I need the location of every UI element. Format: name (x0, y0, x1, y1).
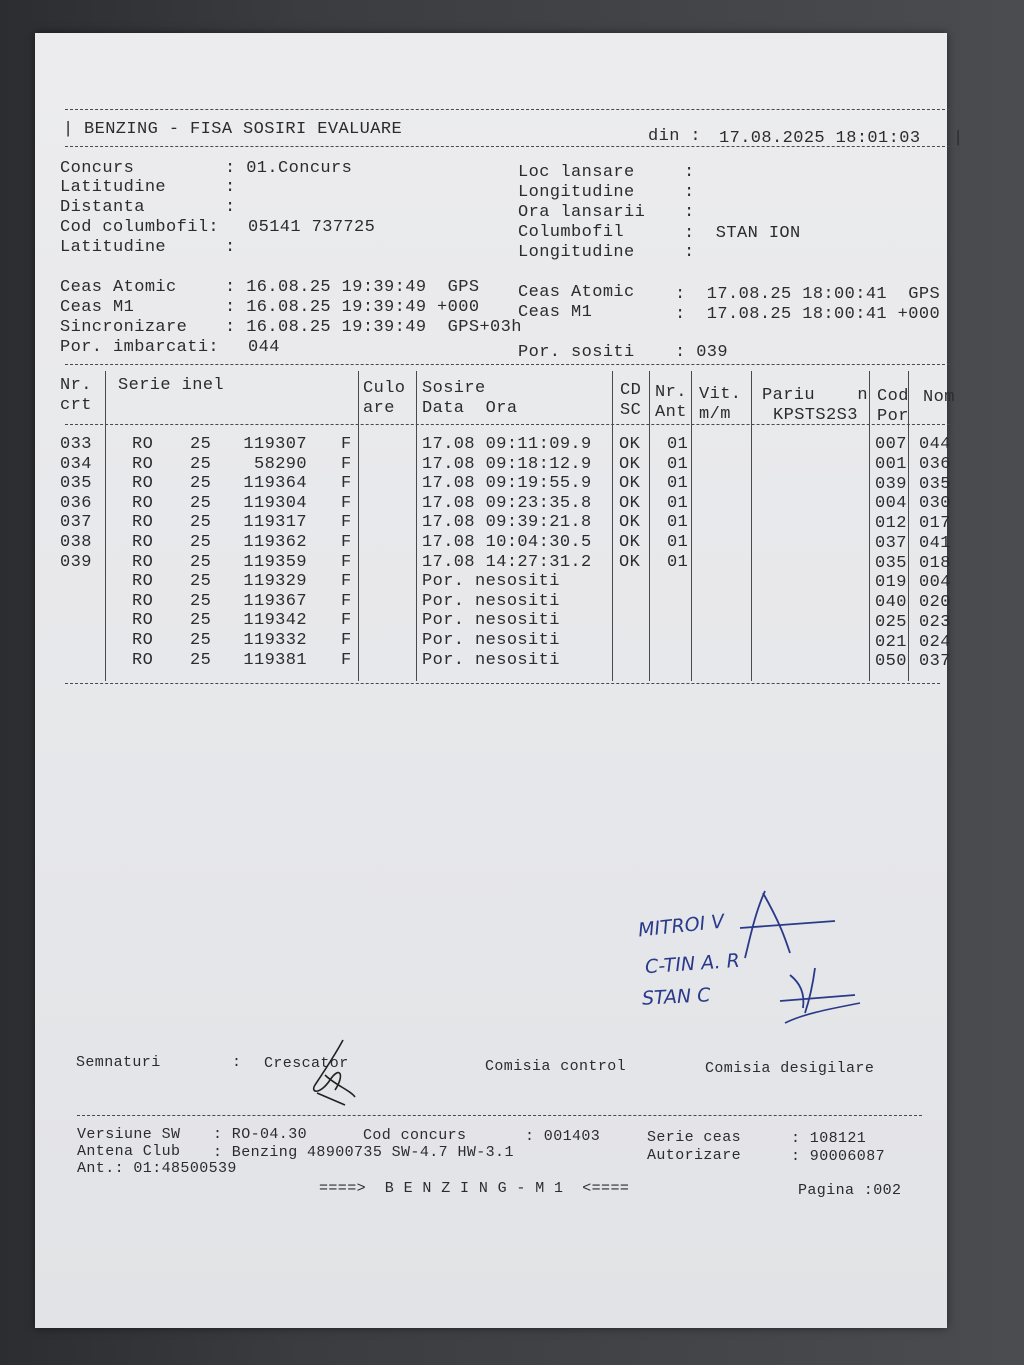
info-columbofil-label: Columbofil (518, 223, 625, 242)
ant-number: Ant.: 01:48500539 (77, 1160, 237, 1177)
serie-ceas-value: : 108121 (791, 1130, 867, 1147)
cell-ant: 01 (667, 474, 689, 494)
cell-sosire: 17.08 14:27:31.2 (422, 552, 592, 572)
info-latitudine2-value: : (225, 238, 236, 257)
cell-an: 25 (190, 611, 212, 631)
th-por: Por (877, 407, 909, 426)
antena-label: Antena Club (77, 1143, 181, 1160)
info-concurs-label: Concurs (60, 159, 135, 178)
cell-sosire: Por. nesositi (422, 572, 560, 592)
clock-atomic-right-value: : 17.08.25 18:00:41 GPS (675, 285, 941, 304)
cell-tara: RO (132, 552, 154, 572)
info-latitudine-value: : (225, 178, 236, 197)
cell-nom: 020 (919, 593, 951, 612)
cell-sex: F (341, 591, 352, 611)
cell-sex: F (341, 513, 352, 533)
th-mm: m/m (699, 405, 731, 424)
info-concurs-value: : 01.Concurs (225, 159, 353, 178)
cell-tara: RO (132, 493, 154, 513)
cell-cod-por: 004 (875, 494, 907, 514)
cell-cod-por: 012 (875, 514, 907, 533)
cell-an: 25 (190, 493, 212, 513)
clock-sync-label: Sincronizare (60, 318, 188, 337)
cell-sex: F (341, 572, 352, 592)
handwritten-name-1: MITROI V (637, 910, 726, 942)
cell-ant: 01 (667, 552, 689, 572)
cod-concurs-value: : 001403 (525, 1128, 601, 1145)
cell-nr: 037 (60, 513, 92, 533)
col-sep-6 (691, 371, 692, 681)
autorizare-label: Autorizare (647, 1147, 742, 1164)
por-sositi-label: Por. sositi (518, 343, 635, 362)
cell-sosire: Por. nesositi (422, 631, 560, 650)
cell-inel: 119329 (243, 572, 307, 592)
col-sep-2 (358, 371, 359, 681)
cell-tara: RO (132, 454, 154, 474)
cell-tara: RO (132, 474, 154, 494)
info-longitudine2-label: Longitudine (518, 243, 635, 262)
antena-value: : Benzing 48900735 SW-4.7 HW-3.1 (213, 1144, 514, 1161)
serie-ceas-label: Serie ceas (647, 1129, 742, 1146)
cell-cdsc: OK (619, 493, 641, 513)
cell-sex: F (341, 611, 352, 631)
semnaturi-colon: : (232, 1054, 242, 1071)
cell-ant: 01 (667, 513, 689, 533)
cell-sex: F (341, 631, 352, 650)
info-cod-columbofil-value: 05141 737725 (248, 218, 376, 237)
cell-cdsc: OK (619, 533, 641, 552)
cell-cdsc: OK (619, 552, 641, 572)
clock-m1-left-label: Ceas M1 (60, 298, 135, 317)
info-cod-columbofil-label: Cod columbofil: (60, 218, 220, 237)
cell-sosire: 17.08 09:39:21.8 (422, 513, 592, 533)
cell-nom: 044 (919, 435, 951, 454)
cell-ant: 01 (667, 493, 689, 513)
cell-tara: RO (132, 435, 154, 454)
cell-tara: RO (132, 611, 154, 631)
col-sep-4 (612, 371, 613, 681)
th-nr: Nr. (60, 376, 92, 395)
versiune-label: Versiune SW (77, 1126, 181, 1143)
th-are: are (363, 399, 395, 418)
cell-tara: RO (132, 591, 154, 611)
cell-sosire: Por. nesositi (422, 611, 560, 631)
col-sep-3 (416, 371, 417, 681)
report-date-label: din : (648, 127, 702, 146)
cell-an: 25 (190, 435, 212, 454)
th-cd: CD (620, 381, 642, 400)
cell-nr: 039 (60, 552, 92, 572)
header-right-bar: | (953, 129, 964, 148)
cell-sex: F (341, 650, 352, 670)
th-ant: Ant (655, 403, 687, 422)
cell-inel: 119307 (243, 435, 307, 454)
cell-inel: 119364 (243, 474, 307, 494)
handwritten-name-2: C-TIN A. R (644, 949, 741, 979)
cell-an: 25 (190, 552, 212, 572)
cell-cdsc: OK (619, 474, 641, 494)
cell-inel: 119342 (243, 611, 307, 631)
handwritten-signatures-icon (685, 883, 865, 1033)
cell-sosire: Por. nesositi (422, 591, 560, 611)
cell-an: 25 (190, 650, 212, 670)
info-latitudine-label: Latitudine (60, 178, 167, 197)
cell-nr: 038 (60, 533, 92, 552)
cell-tara: RO (132, 650, 154, 670)
clock-m1-right-label: Ceas M1 (518, 303, 593, 322)
info-latitudine2-label: Latitudine (60, 238, 167, 257)
header-left-bar: | (63, 120, 74, 139)
crescator-label: Crescator (264, 1055, 349, 1072)
cell-inel: 119304 (243, 493, 307, 513)
cell-cdsc: OK (619, 435, 641, 454)
cell-inel: 119367 (243, 591, 307, 611)
cell-ant: 01 (667, 533, 689, 552)
cell-tara: RO (132, 572, 154, 592)
cell-inel: 119381 (243, 650, 307, 670)
clock-sync-value: : 16.08.25 19:39:49 GPS+03h (225, 318, 522, 337)
cell-cod-por: 001 (875, 454, 907, 474)
cell-an: 25 (190, 533, 212, 552)
header-bottom-rule (65, 146, 960, 147)
cell-cod-por: 039 (875, 474, 907, 494)
cell-sosire: Por. nesositi (422, 650, 560, 670)
cell-sex: F (341, 493, 352, 513)
th-cod: Cod (877, 387, 909, 406)
clock-atomic-left-label: Ceas Atomic (60, 278, 177, 297)
cell-cod-por: 035 (875, 553, 907, 573)
clock-atomic-right-label: Ceas Atomic (518, 283, 635, 302)
cell-inel: 119332 (243, 631, 307, 650)
clock-m1-left-value: : 16.08.25 19:39:49 +000 (225, 298, 480, 317)
col-sep-7 (751, 371, 752, 681)
cell-an: 25 (190, 591, 212, 611)
cell-sex: F (341, 533, 352, 552)
th-sc: SC (620, 401, 642, 420)
cell-tara: RO (132, 533, 154, 552)
th-kpsts: KPSTS2S3 (773, 406, 858, 425)
cell-ant: 01 (667, 454, 689, 474)
printed-sheet (35, 33, 964, 1328)
cell-nom: 036 (919, 454, 951, 474)
cell-sosire: 17.08 09:23:35.8 (422, 493, 592, 513)
cell-cod-por: 037 (875, 533, 907, 553)
cell-inel: 119359 (243, 552, 307, 572)
cell-cod-por: 040 (875, 593, 907, 612)
cell-nom: 037 (919, 652, 951, 672)
table-top-rule (65, 364, 960, 365)
comisia-desigilare-label: Comisia desigilare (705, 1060, 875, 1077)
por-imbarcati-label: Por. imbarcati: (60, 338, 220, 357)
cell-sosire: 17.08 09:11:09.9 (422, 435, 592, 454)
handwritten-name-3: STAN C (641, 984, 711, 1010)
table-bottom-rule (65, 683, 940, 684)
cell-sex: F (341, 454, 352, 474)
cell-nom: 017 (919, 514, 951, 533)
th-sosire: Sosire (422, 379, 486, 398)
cell-cod-por: 019 (875, 573, 907, 593)
cell-ant: 01 (667, 435, 689, 454)
cell-an: 25 (190, 513, 212, 533)
cell-nr: 035 (60, 474, 92, 494)
th-culo: Culo (363, 379, 406, 398)
cell-sex: F (341, 552, 352, 572)
th-nom: Nom (923, 388, 955, 407)
por-sositi-value: : 039 (675, 343, 729, 362)
th-nr-ant: Nr. (655, 383, 687, 402)
cell-nr: 033 (60, 435, 92, 454)
cell-nom: 018 (919, 553, 951, 573)
info-distanta-value: : (225, 198, 236, 217)
info-loc-lansare-label: Loc lansare (518, 163, 635, 182)
clock-atomic-left-value: : 16.08.25 19:39:49 GPS (225, 278, 480, 297)
info-loc-lansare-value: : (684, 163, 695, 182)
cell-nom: 023 (919, 612, 951, 632)
info-ora-lansarii-value: : (684, 203, 695, 222)
cell-an: 25 (190, 631, 212, 650)
cell-sosire: 17.08 10:04:30.5 (422, 533, 592, 552)
cell-tara: RO (132, 631, 154, 650)
semnaturi-label: Semnaturi (76, 1054, 161, 1071)
cell-cod-por: 007 (875, 435, 907, 454)
cell-sosire: 17.08 09:19:55.9 (422, 474, 592, 494)
cod-concurs-label: Cod concurs (363, 1127, 467, 1144)
info-longitudine-label: Longitudine (518, 183, 635, 202)
cell-an: 25 (190, 572, 212, 592)
cell-sex: F (341, 435, 352, 454)
cell-an: 25 (190, 474, 212, 494)
clock-m1-right-value: : 17.08.25 18:00:41 +000 (675, 305, 941, 324)
cell-nr: 036 (60, 493, 92, 513)
cell-cod-por: 025 (875, 612, 907, 632)
th-pariu: Pariu n (762, 386, 869, 405)
col-sep-5 (649, 371, 650, 681)
info-ora-lansarii-label: Ora lansarii (518, 203, 646, 222)
por-imbarcati-value: 044 (248, 338, 280, 357)
page-number: Pagina :002 (798, 1182, 902, 1199)
cell-nom: 030 (919, 494, 951, 514)
th-crt: crt (60, 396, 92, 415)
cell-nom: 041 (919, 533, 951, 553)
cell-nom: 024 (919, 632, 951, 652)
cell-inel: 119362 (243, 533, 307, 552)
info-longitudine-value: : (684, 183, 695, 202)
cell-nom: 035 (919, 474, 951, 494)
cell-tara: RO (132, 513, 154, 533)
cell-cod-por: 050 (875, 652, 907, 672)
col-sep-8 (869, 371, 870, 681)
cell-sosire: 17.08 09:18:12.9 (422, 454, 592, 474)
th-vit: Vit. (699, 385, 742, 404)
report-title: BENZING - FISA SOSIRI EVALUARE (84, 120, 403, 139)
report-date: 17.08.2025 18:01:03 (719, 129, 921, 148)
cell-cod-por: 021 (875, 632, 907, 652)
comisia-control-label: Comisia control (485, 1058, 627, 1075)
cell-inel: 119317 (243, 513, 307, 533)
cell-sex: F (341, 474, 352, 494)
col-sep-1 (105, 371, 106, 681)
autorizare-value: : 90006087 (791, 1148, 886, 1165)
cell-nom: 004 (919, 573, 951, 593)
cell-cdsc: OK (619, 454, 641, 474)
cell-cdsc: OK (619, 513, 641, 533)
th-data-ora: Data Ora (422, 399, 518, 418)
th-serie-inel: Serie inel (118, 376, 225, 395)
info-columbofil-value: : STAN ION (684, 224, 801, 243)
cell-an: 25 (190, 454, 212, 474)
info-distanta-label: Distanta (60, 198, 145, 217)
benzing-banner: ====> B E N Z I N G - M 1 <==== (319, 1180, 630, 1197)
cell-inel: 58290 (253, 454, 307, 474)
versiune-value: : RO-04.30 (213, 1126, 308, 1143)
footer-rule (77, 1115, 922, 1116)
header-top-rule (65, 109, 960, 110)
info-longitudine2-value: : (684, 243, 695, 262)
cell-nr: 034 (60, 454, 92, 474)
crescator-signature-icon (295, 1035, 375, 1110)
